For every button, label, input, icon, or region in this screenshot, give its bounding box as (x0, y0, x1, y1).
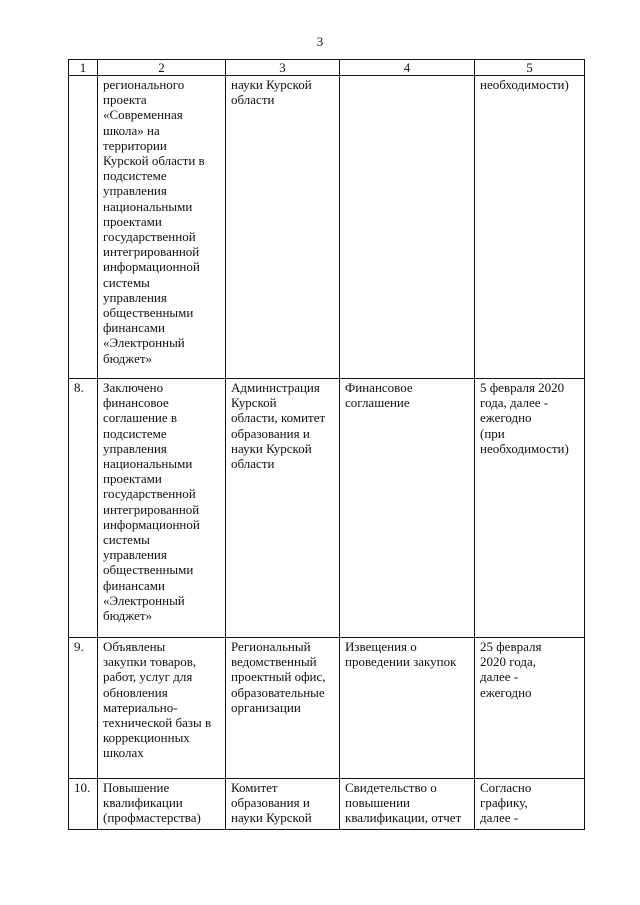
responsible-text: Комитет образования и науки Курской (231, 780, 312, 826)
deadline-cell (475, 76, 585, 379)
table-row (69, 379, 585, 638)
responsible-cell (226, 76, 340, 379)
event-cell (98, 638, 226, 779)
row-number: 8. (74, 380, 84, 395)
result-cell (340, 76, 475, 379)
table-row (69, 779, 585, 830)
result-cell (340, 779, 475, 830)
result-cell (340, 379, 475, 638)
column-header-5: 5 (475, 60, 585, 76)
result-text: Свидетельство о повышении квалификации, отчет (345, 780, 462, 826)
column-header-3: 3 (226, 60, 340, 76)
deadline-text: необходимости) (480, 77, 569, 92)
responsible-text: науки Курской области (231, 77, 312, 108)
event-text: Повышение квалификации (профмастерства) (103, 780, 201, 826)
event-text: Заключено финансовое соглашение в подсистеме управления национальными проектами государственной интегрированной информационной системы управления общественными финансами «Электронный бюджет» (103, 380, 200, 624)
event-cell (98, 779, 226, 830)
table-row (69, 76, 585, 379)
column-header-4: 4 (340, 60, 475, 76)
deadline-text: 25 февраля 2020 года, далее - ежегодно (480, 639, 542, 700)
responsible-text: Региональный ведомственный проектный офис, образовательные организации (231, 639, 326, 715)
event-cell (98, 76, 226, 379)
event-text: регионального проекта «Современная школа» на территории Курской области в подсистеме управления национальными проектами государственной интегрированной информационной системы управления общественными финансами «Электронный бюджет» (103, 77, 205, 366)
column-header-2: 2 (98, 60, 226, 76)
row-number: 10. (74, 780, 91, 795)
row-number-cell (69, 379, 98, 638)
table-row (69, 638, 585, 779)
deadline-cell (475, 779, 585, 830)
responsible-cell (226, 779, 340, 830)
event-text: Объявлены закупки товаров, работ, услуг для обновления материально- технической базы в коррекционных школах (103, 639, 212, 761)
column-header-1: 1 (69, 60, 98, 76)
table-header-row (69, 60, 585, 76)
event-cell (98, 379, 226, 638)
row-number-cell (69, 76, 98, 379)
deadline-cell (475, 638, 585, 779)
responsible-text: Администрация Курской области, комитет образования и науки Курской области (231, 380, 326, 472)
page-number: 3 (316, 34, 324, 49)
plan-table (68, 59, 585, 830)
row-number: 9. (74, 639, 84, 654)
result-text: Извещения о проведении закупок (345, 639, 457, 670)
result-text: Финансовое соглашение (345, 380, 413, 411)
row-number-cell (69, 638, 98, 779)
deadline-text: 5 февраля 2020 года, далее - ежегодно (при необходимости) (480, 380, 569, 456)
row-number-cell (69, 779, 98, 830)
deadline-text: Согласно графику, далее - (480, 780, 532, 826)
responsible-cell (226, 379, 340, 638)
result-cell (340, 638, 475, 779)
deadline-cell (475, 379, 585, 638)
responsible-cell (226, 638, 340, 779)
